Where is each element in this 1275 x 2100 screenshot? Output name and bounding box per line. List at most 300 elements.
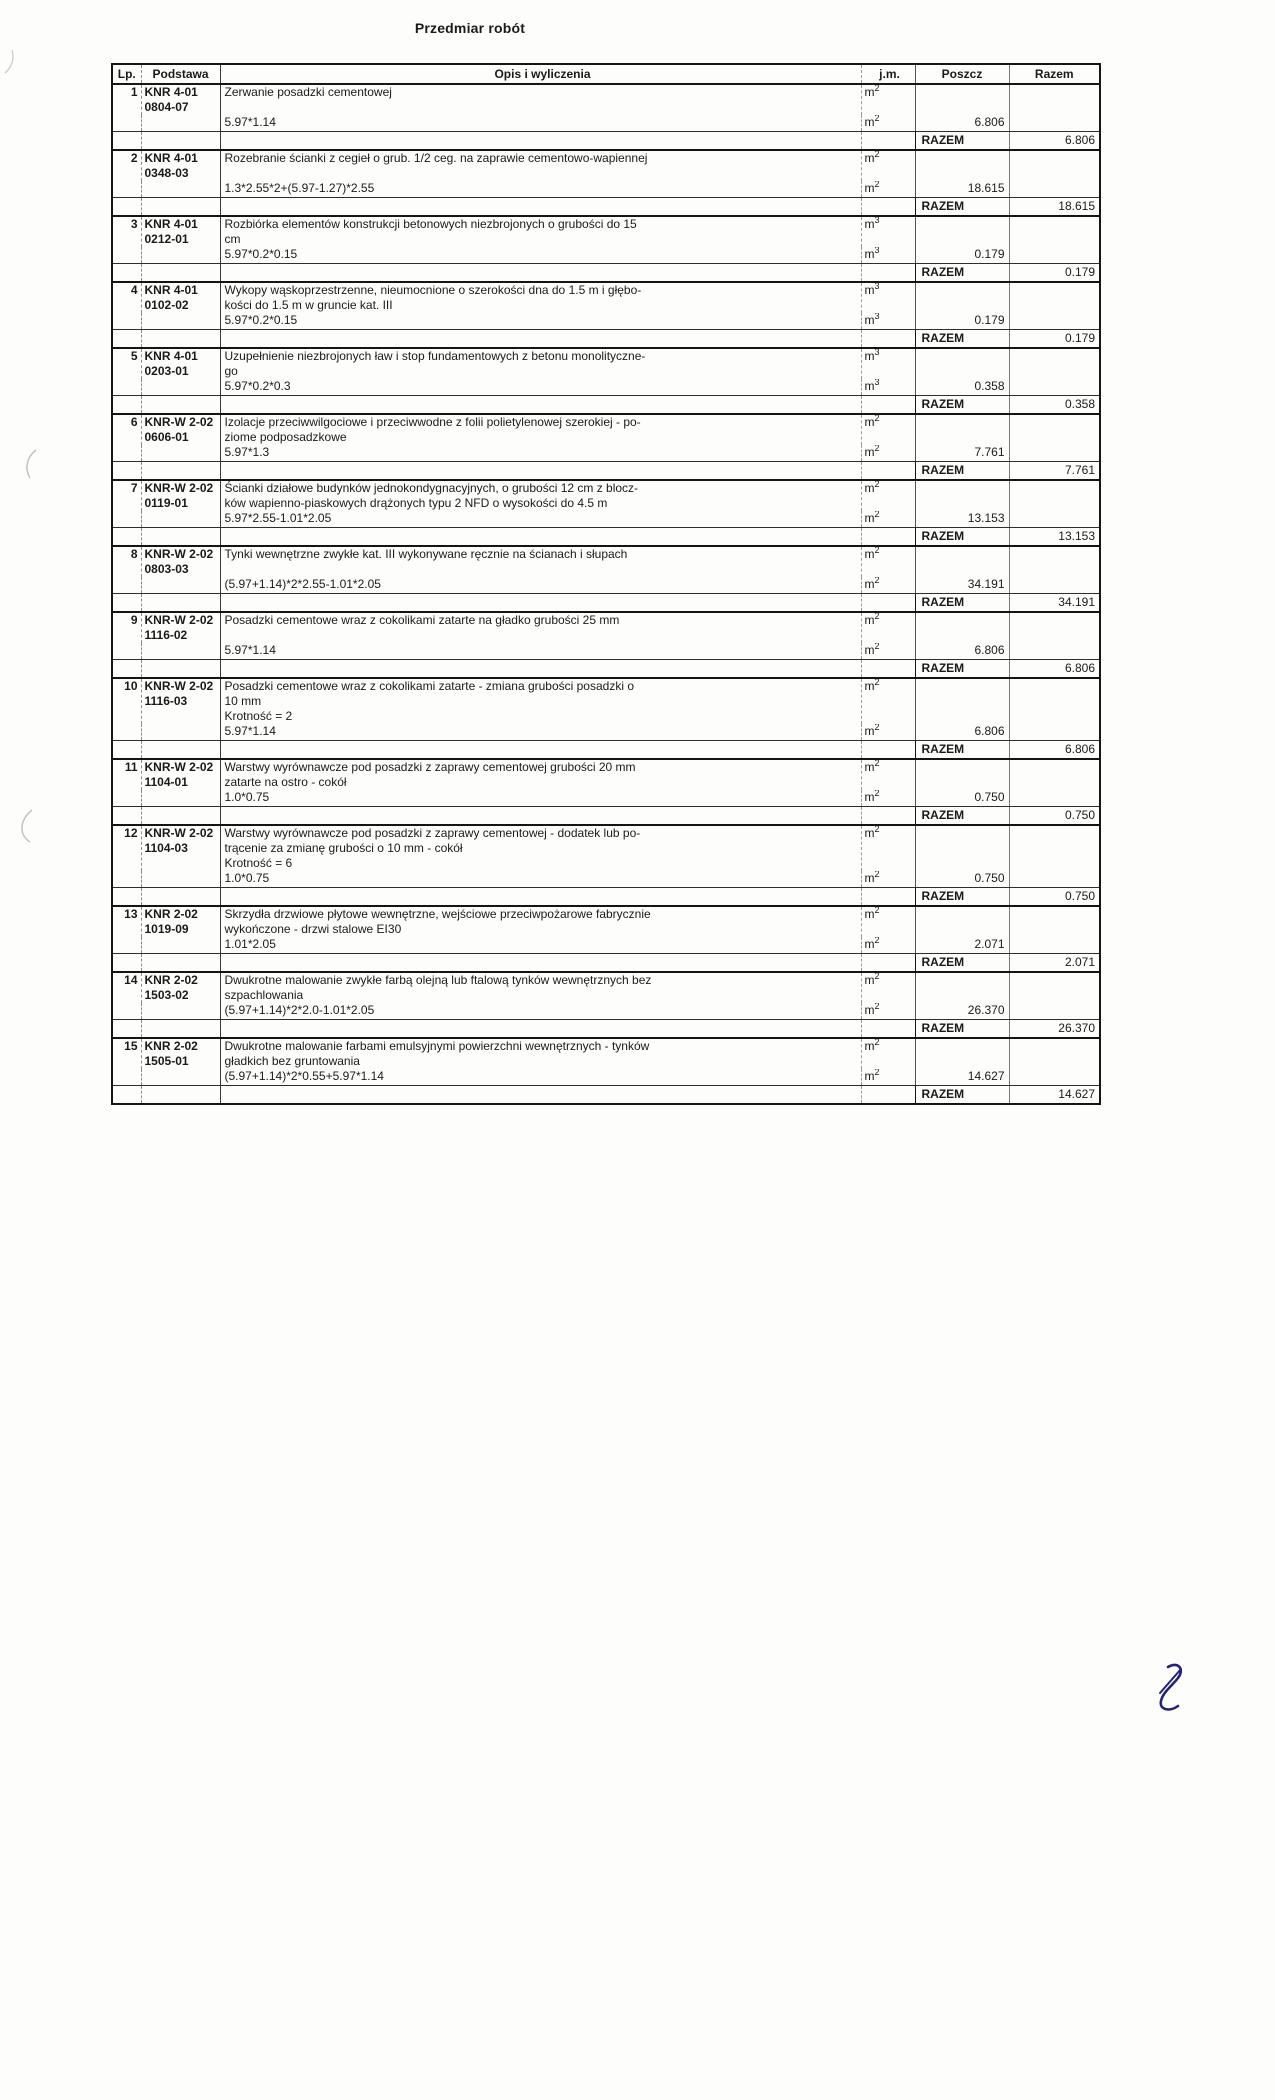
razem-cell-empty xyxy=(1009,379,1100,396)
razem-cell-empty xyxy=(1009,906,1100,937)
description-line: Izolacje przeciwwilgociowe i przeciwwodne z folii polietylenowej szerokiej - po- xyxy=(224,415,641,429)
item-row-description xyxy=(112,546,1100,577)
item-unit xyxy=(861,181,915,198)
razem-cell-empty xyxy=(1009,1038,1100,1069)
item-total-value: 26.370 xyxy=(1009,1020,1100,1039)
unit-exponent: 2 xyxy=(874,150,880,159)
item-number: 14 xyxy=(124,973,138,987)
calculation-formula: 5.97*1.14 xyxy=(220,643,861,660)
basis-code-line2: 0203-01 xyxy=(144,364,189,378)
razem-cell-empty xyxy=(1009,759,1100,790)
item-description xyxy=(220,825,861,871)
description-line: Warstwy wyrównawcze pod posadzki z zaprawy cementowej - dodatek lub po- xyxy=(224,826,641,840)
item-row-calculation xyxy=(112,1069,1100,1086)
lp-cell-empty xyxy=(112,790,141,807)
unit-label xyxy=(865,283,880,297)
item-number: 2 xyxy=(130,151,138,165)
item-total-value: 6.806 xyxy=(1009,132,1100,151)
lp-cell-empty xyxy=(112,577,141,594)
item-description xyxy=(220,414,861,445)
unit-label xyxy=(865,217,880,231)
item-unit xyxy=(861,348,915,379)
item-row-total xyxy=(112,741,1100,760)
item-number: 12 xyxy=(124,826,138,840)
unit-base: m xyxy=(864,1039,875,1053)
unit-base: m xyxy=(864,247,875,261)
unit-label xyxy=(865,790,880,804)
item-row-description xyxy=(112,906,1100,937)
item-unit xyxy=(861,643,915,660)
item-row-description xyxy=(112,216,1100,247)
razem-cell-empty xyxy=(1009,84,1100,115)
unit-base: m xyxy=(864,937,875,951)
description-line: ziome podposadzkowe xyxy=(224,430,347,444)
margin-pen-mark-icon xyxy=(27,450,36,478)
razem-label: RAZEM xyxy=(915,741,1009,760)
item-row-calculation xyxy=(112,445,1100,462)
item-total-value: 0.358 xyxy=(1009,396,1100,415)
jm-cell-empty xyxy=(861,807,915,826)
poszcz-value: 0.179 xyxy=(915,313,1009,330)
basis-code-line1: KNR 4-01 xyxy=(144,217,198,231)
unit-exponent: 2 xyxy=(874,871,880,879)
unit-base: m xyxy=(864,481,875,495)
razem-cell-empty xyxy=(1009,181,1100,198)
unit-label xyxy=(865,973,880,987)
header-jm: j.m. xyxy=(861,64,915,84)
jm-cell-empty xyxy=(861,888,915,907)
basis-code-line2: 1104-01 xyxy=(144,775,188,789)
poszcz-cell-empty xyxy=(915,759,1009,790)
item-row-calculation xyxy=(112,643,1100,660)
item-unit xyxy=(861,1069,915,1086)
item-row-calculation xyxy=(112,115,1100,132)
item-total-value: 0.750 xyxy=(1009,888,1100,907)
basis-cell-empty xyxy=(141,264,220,283)
header-opis: Opis i wyliczenia xyxy=(220,64,861,84)
item-row-calculation xyxy=(112,379,1100,396)
unit-exponent: 2 xyxy=(874,937,880,945)
item-basis-code xyxy=(141,282,220,313)
razem-cell-empty xyxy=(1009,511,1100,528)
item-basis-code xyxy=(141,546,220,577)
opis-cell-empty xyxy=(220,396,861,415)
calculation-formula: (5.97+1.14)*2*2.55-1.01*2.05 xyxy=(220,577,861,594)
poszcz-cell-empty xyxy=(915,348,1009,379)
item-unit xyxy=(861,577,915,594)
basis-code-line2: 0212-01 xyxy=(144,232,189,246)
item-row-calculation xyxy=(112,511,1100,528)
item-basis-code xyxy=(141,216,220,247)
lp-cell-empty xyxy=(112,871,141,888)
unit-base: m xyxy=(864,445,875,459)
unit-base: m xyxy=(864,724,875,738)
razem-cell-empty xyxy=(1009,115,1100,132)
poszcz-value: 18.615 xyxy=(915,181,1009,198)
item-number: 7 xyxy=(130,481,138,495)
basis-cell-empty xyxy=(141,445,220,462)
lp-cell-empty xyxy=(112,954,141,973)
poszcz-value: 0.358 xyxy=(915,379,1009,396)
basis-code-line2: 0102-02 xyxy=(144,298,189,312)
lp-cell-empty xyxy=(112,264,141,283)
unit-base: m xyxy=(864,907,875,921)
item-row-calculation xyxy=(112,871,1100,888)
poszcz-cell-empty xyxy=(915,480,1009,511)
item-total-value: 34.191 xyxy=(1009,594,1100,613)
item-number: 10 xyxy=(124,679,138,693)
basis-code-line2: 0119-01 xyxy=(144,496,188,510)
item-row-total xyxy=(112,807,1100,826)
basis-cell-empty xyxy=(141,1086,220,1105)
unit-label xyxy=(865,415,880,429)
jm-cell-empty xyxy=(861,1086,915,1105)
basis-cell-empty xyxy=(141,643,220,660)
item-row-calculation xyxy=(112,724,1100,741)
unit-base: m xyxy=(864,973,875,987)
description-line: Warstwy wyrównawcze pod posadzki z zaprawy cementowej grubości 20 mm xyxy=(224,760,636,774)
item-unit xyxy=(861,282,915,313)
description-line: Posadzki cementowe wraz z cokolikami zatarte - zmiana grubości posadzki o xyxy=(224,679,635,693)
razem-cell-empty xyxy=(1009,480,1100,511)
item-total-value: 6.806 xyxy=(1009,660,1100,679)
calculation-formula: 5.97*1.14 xyxy=(220,724,861,741)
jm-cell-empty xyxy=(861,594,915,613)
item-number: 6 xyxy=(130,415,138,429)
item-unit xyxy=(861,759,915,790)
unit-base: m xyxy=(864,679,875,693)
item-description xyxy=(220,150,861,181)
item-row-description xyxy=(112,759,1100,790)
item-basis-code xyxy=(141,612,220,643)
calculation-formula: 5.97*1.14 xyxy=(220,115,861,132)
basis-cell-empty xyxy=(141,181,220,198)
lp-cell-empty xyxy=(112,462,141,481)
description-line: cm xyxy=(224,232,241,246)
basis-code-line2: 0606-01 xyxy=(144,430,189,444)
unit-base: m xyxy=(864,1069,875,1083)
poszcz-cell-empty xyxy=(915,546,1009,577)
item-row-total xyxy=(112,1020,1100,1039)
unit-exponent: 2 xyxy=(874,1038,880,1047)
opis-cell-empty xyxy=(220,264,861,283)
item-row-description xyxy=(112,678,1100,724)
unit-exponent: 2 xyxy=(874,643,880,651)
basis-code-line2: 1116-03 xyxy=(144,694,188,708)
basis-cell-empty xyxy=(141,954,220,973)
razem-label: RAZEM xyxy=(915,462,1009,481)
poszcz-value: 26.370 xyxy=(915,1003,1009,1020)
basis-cell-empty xyxy=(141,198,220,217)
basis-code-line2: 0348-03 xyxy=(144,166,189,180)
unit-base: m xyxy=(864,760,875,774)
description-line: gładkich bez gruntowania xyxy=(224,1054,360,1068)
item-unit xyxy=(861,546,915,577)
unit-label xyxy=(865,724,880,738)
item-row-description xyxy=(112,612,1100,643)
poszcz-value: 6.806 xyxy=(915,724,1009,741)
poszcz-cell-empty xyxy=(915,825,1009,871)
item-unit xyxy=(861,1038,915,1069)
item-row-description xyxy=(112,972,1100,1003)
lp-cell-empty xyxy=(112,445,141,462)
razem-cell-empty xyxy=(1009,216,1100,247)
unit-exponent: 2 xyxy=(874,84,880,93)
lp-cell-empty xyxy=(112,132,141,151)
jm-cell-empty xyxy=(861,1020,915,1039)
item-number: 4 xyxy=(130,283,138,297)
unit-exponent: 2 xyxy=(874,181,880,189)
lp-cell-empty xyxy=(112,313,141,330)
item-row-total xyxy=(112,264,1100,283)
item-total-value: 18.615 xyxy=(1009,198,1100,217)
razem-cell-empty xyxy=(1009,1003,1100,1020)
basis-cell-empty xyxy=(141,462,220,481)
razem-label: RAZEM xyxy=(915,330,1009,349)
item-row-calculation xyxy=(112,313,1100,330)
basis-cell-empty xyxy=(141,937,220,954)
unit-exponent: 2 xyxy=(874,906,880,915)
item-unit xyxy=(861,511,915,528)
unit-label xyxy=(865,871,880,885)
unit-exponent: 2 xyxy=(874,759,880,768)
item-description xyxy=(220,678,861,724)
basis-cell-empty xyxy=(141,594,220,613)
unit-exponent: 2 xyxy=(874,480,880,489)
item-row-description xyxy=(112,480,1100,511)
item-total-value: 13.153 xyxy=(1009,528,1100,547)
calculation-formula: 5.97*1.3 xyxy=(220,445,861,462)
description-line: trącenie za zmianę grubości o 10 mm - cokół xyxy=(224,841,463,855)
calculation-formula: 1.3*2.55*2+(5.97-1.27)*2.55 xyxy=(220,181,861,198)
unit-base: m xyxy=(864,790,875,804)
description-line: Wykopy wąskoprzestrzenne, nieumocnione o szerokości dna do 1.5 m i głębo- xyxy=(224,283,642,297)
razem-label: RAZEM xyxy=(915,264,1009,283)
page-title: Przedmiar robót xyxy=(414,20,526,36)
unit-base: m xyxy=(864,217,875,231)
basis-cell-empty xyxy=(141,379,220,396)
opis-cell-empty xyxy=(220,594,861,613)
basis-cell-empty xyxy=(141,511,220,528)
jm-cell-empty xyxy=(861,528,915,547)
lp-cell-empty xyxy=(112,807,141,826)
lp-cell-empty xyxy=(112,379,141,396)
unit-exponent: 2 xyxy=(874,724,880,732)
item-row-total xyxy=(112,660,1100,679)
basis-code-line1: KNR-W 2-02 xyxy=(144,415,214,429)
unit-exponent: 2 xyxy=(874,825,880,834)
basis-code-line2: 0803-03 xyxy=(144,562,189,576)
basis-cell-empty xyxy=(141,396,220,415)
unit-label xyxy=(865,313,880,327)
item-row-description xyxy=(112,414,1100,445)
basis-cell-empty xyxy=(141,528,220,547)
basis-cell-empty xyxy=(141,115,220,132)
poszcz-cell-empty xyxy=(915,216,1009,247)
poszcz-value: 6.806 xyxy=(915,115,1009,132)
description-line: Dwukrotne malowanie farbami emulsyjnymi powierzchni wewnętrznych - tynków xyxy=(224,1039,650,1053)
item-basis-code xyxy=(141,348,220,379)
description-line: Skrzydła drzwiowe płytowe wewnętrzne, wejściowe przeciwpożarowe fabrycznie xyxy=(224,907,651,921)
description-line: ków wapienno-piaskowych drążonych typu 2 NFD o wysokości do 4.5 m xyxy=(224,496,608,510)
header-podstawa: Podstawa xyxy=(141,64,220,84)
basis-code-line1: KNR 2-02 xyxy=(144,907,198,921)
unit-base: m xyxy=(864,415,875,429)
item-row-total xyxy=(112,888,1100,907)
item-unit xyxy=(861,1003,915,1020)
item-total-value: 0.179 xyxy=(1009,264,1100,283)
basis-code-line2: 1503-02 xyxy=(144,988,189,1002)
opis-cell-empty xyxy=(220,198,861,217)
razem-cell-empty xyxy=(1009,313,1100,330)
jm-cell-empty xyxy=(861,198,915,217)
unit-label xyxy=(865,826,880,840)
poszcz-value: 0.750 xyxy=(915,790,1009,807)
unit-label xyxy=(865,115,880,129)
item-number: 11 xyxy=(124,760,138,774)
unit-base: m xyxy=(864,1003,875,1017)
razem-cell-empty xyxy=(1009,247,1100,264)
description-line: Posadzki cementowe wraz z cokolikami zatarte na gładko grubości 25 mm xyxy=(224,613,620,627)
item-total-value: 7.761 xyxy=(1009,462,1100,481)
unit-label xyxy=(865,151,880,165)
razem-label: RAZEM xyxy=(915,528,1009,547)
unit-exponent: 2 xyxy=(874,115,880,123)
lp-cell-empty xyxy=(112,660,141,679)
lp-cell-empty xyxy=(112,528,141,547)
poszcz-cell-empty xyxy=(915,972,1009,1003)
item-unit xyxy=(861,724,915,741)
unit-base: m xyxy=(864,577,875,591)
lp-cell-empty xyxy=(112,724,141,741)
header-lp: Lp. xyxy=(112,64,141,84)
calculation-formula: (5.97+1.14)*2*2.0-1.01*2.05 xyxy=(220,1003,861,1020)
poszcz-cell-empty xyxy=(915,612,1009,643)
unit-exponent: 3 xyxy=(874,247,880,255)
margin-pen-mark-icon xyxy=(22,810,32,842)
item-basis-code xyxy=(141,414,220,445)
item-total-value: 0.179 xyxy=(1009,330,1100,349)
razem-cell-empty xyxy=(1009,445,1100,462)
item-row-calculation xyxy=(112,577,1100,594)
table-header-row xyxy=(112,64,1100,84)
unit-label xyxy=(865,445,880,459)
razem-label: RAZEM xyxy=(915,1086,1009,1105)
unit-label xyxy=(865,577,880,591)
item-row-total xyxy=(112,396,1100,415)
basis-cell-empty xyxy=(141,1020,220,1039)
item-unit xyxy=(861,937,915,954)
jm-cell-empty xyxy=(861,264,915,283)
unit-exponent: 3 xyxy=(874,348,880,357)
razem-cell-empty xyxy=(1009,612,1100,643)
basis-code-line2: 1104-03 xyxy=(144,841,188,855)
basis-code-line1: KNR-W 2-02 xyxy=(144,481,214,495)
jm-cell-empty xyxy=(861,741,915,760)
basis-code-line1: KNR 4-01 xyxy=(144,85,198,99)
unit-label xyxy=(865,1069,880,1083)
description-line: Krotność = 2 xyxy=(224,709,293,723)
razem-cell-empty xyxy=(1009,825,1100,871)
item-row-description xyxy=(112,825,1100,871)
item-description xyxy=(220,759,861,790)
basis-code-line1: KNR 4-01 xyxy=(144,283,198,297)
item-row-calculation xyxy=(112,181,1100,198)
jm-cell-empty xyxy=(861,396,915,415)
razem-cell-empty xyxy=(1009,348,1100,379)
item-basis-code xyxy=(141,150,220,181)
item-row-calculation xyxy=(112,790,1100,807)
item-unit xyxy=(861,790,915,807)
poszcz-cell-empty xyxy=(915,84,1009,115)
poszcz-value: 14.627 xyxy=(915,1069,1009,1086)
item-number: 13 xyxy=(124,907,138,921)
opis-cell-empty xyxy=(220,1086,861,1105)
item-description xyxy=(220,972,861,1003)
item-description xyxy=(220,84,861,115)
signature-mark-icon xyxy=(1160,1669,1181,1693)
description-line: szpachlowania xyxy=(224,988,304,1002)
unit-label xyxy=(865,181,880,195)
basis-code-line2: 1019-09 xyxy=(144,922,189,936)
razem-cell-empty xyxy=(1009,643,1100,660)
basis-code-line1: KNR 4-01 xyxy=(144,151,198,165)
opis-cell-empty xyxy=(220,132,861,151)
unit-base: m xyxy=(864,643,875,657)
basis-cell-empty xyxy=(141,660,220,679)
unit-base: m xyxy=(864,313,875,327)
opis-cell-empty xyxy=(220,954,861,973)
calculation-formula: 5.97*0.2*0.15 xyxy=(220,313,861,330)
item-row-total xyxy=(112,198,1100,217)
item-unit xyxy=(861,115,915,132)
razem-label: RAZEM xyxy=(915,888,1009,907)
description-line: wykończone - drzwi stalowe EI30 xyxy=(224,922,402,936)
basis-cell-empty xyxy=(141,247,220,264)
unit-base: m xyxy=(864,85,875,99)
unit-label xyxy=(865,379,880,393)
unit-exponent: 3 xyxy=(874,313,880,321)
basis-cell-empty xyxy=(141,888,220,907)
lp-cell-empty xyxy=(112,594,141,613)
poszcz-cell-empty xyxy=(915,282,1009,313)
razem-cell-empty xyxy=(1009,972,1100,1003)
unit-exponent: 3 xyxy=(874,282,880,291)
jm-cell-empty xyxy=(861,330,915,349)
lp-cell-empty xyxy=(112,1069,141,1086)
item-description xyxy=(220,906,861,937)
description-line: Rozebranie ścianki z cegieł o grub. 1/2 ceg. na zaprawie cementowo-wapiennej xyxy=(224,151,648,165)
basis-cell-empty xyxy=(141,313,220,330)
unit-label xyxy=(865,760,880,774)
unit-base: m xyxy=(864,283,875,297)
basis-code-line2: 0804-07 xyxy=(144,100,189,114)
item-number: 8 xyxy=(130,547,138,561)
poszcz-cell-empty xyxy=(915,414,1009,445)
poszcz-value: 0.750 xyxy=(915,871,1009,888)
unit-exponent: 2 xyxy=(874,546,880,555)
item-row-total xyxy=(112,462,1100,481)
item-total-value: 6.806 xyxy=(1009,741,1100,760)
item-basis-code xyxy=(141,825,220,871)
lp-cell-empty xyxy=(112,198,141,217)
lp-cell-empty xyxy=(112,330,141,349)
lp-cell-empty xyxy=(112,888,141,907)
unit-label xyxy=(865,349,880,363)
razem-cell-empty xyxy=(1009,678,1100,724)
lp-cell-empty xyxy=(112,741,141,760)
description-line: zatarte na ostro - cokół xyxy=(224,775,347,789)
